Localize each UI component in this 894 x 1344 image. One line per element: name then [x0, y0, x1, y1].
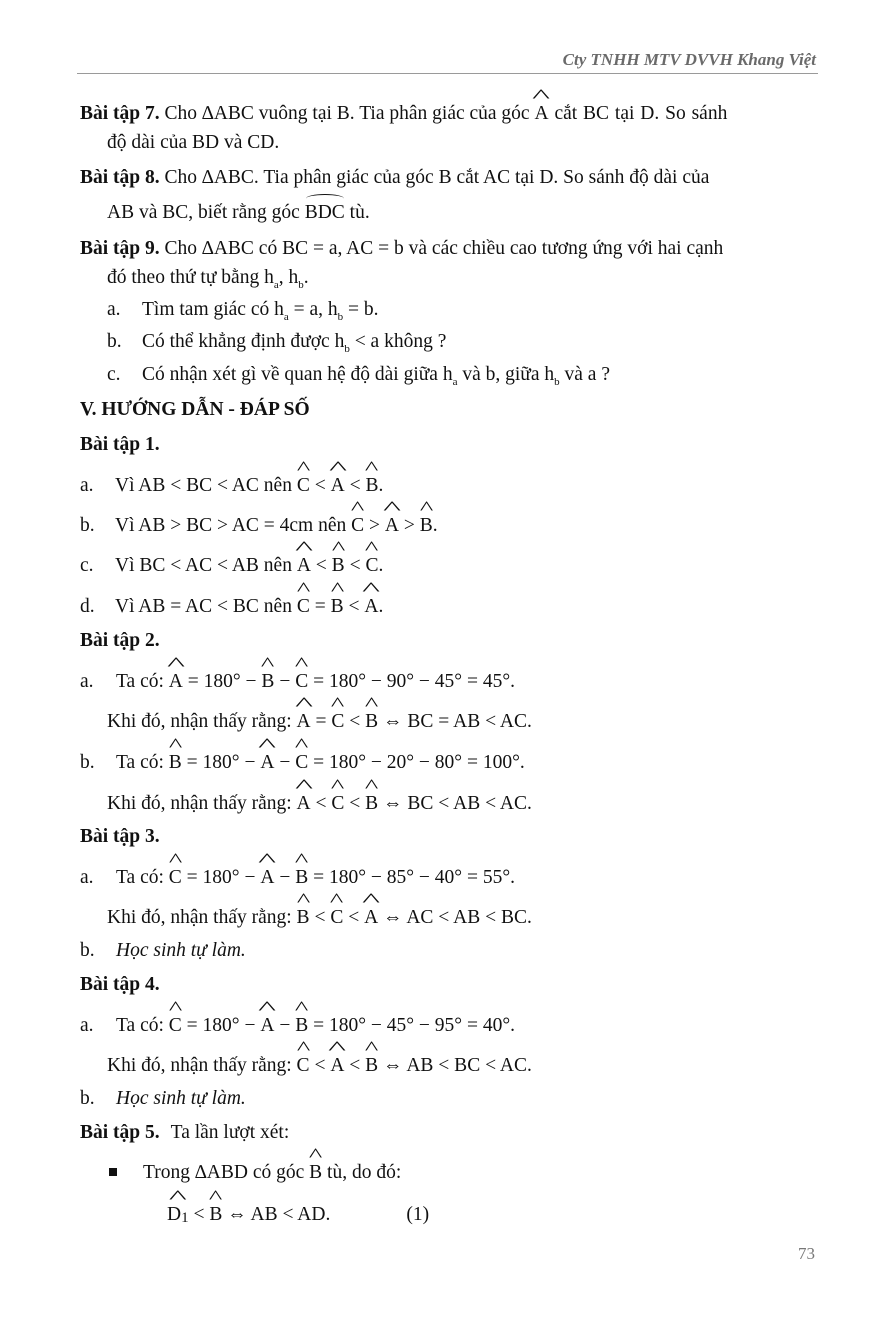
a3-item-b: b. Học sinh tự làm.	[80, 940, 246, 961]
page-number: 73	[798, 1244, 815, 1263]
header-publisher: Cty TNHH MTV DVVH Khang Việt	[562, 50, 816, 69]
bt7-line1: Bài tập 7. Cho ∆ABC vuông tại B. Tia phân giác của góc A ^ cắt BC tại D. So sánh	[80, 101, 727, 127]
angle-BDC: BDC	[305, 200, 345, 226]
bt9-line2: đó theo thứ tự bằng $h_a$, $h_b$.	[107, 267, 309, 291]
a2-label: Bài tập 2.	[80, 630, 160, 651]
bt9-item-b: b. Có thể khẳng định được $h_b < a$ không ?	[107, 331, 447, 355]
a2-item-a-conclusion: Khi đó, nhận thấy rằng: A ^ = C ^ < B ^ ⇔ BC = AB < AC.	[107, 709, 532, 735]
a1-item-b: b. Vì AB > BC > AC = 4cm nên C ^ > A ^ > B ^.	[80, 513, 438, 539]
bt7-label: Bài tập 7.	[80, 103, 160, 124]
header-divider	[77, 73, 818, 74]
a2-item-a: a. Ta có: A ^ = 180° − B ^ − C ^ = 180° − 90° − 45° = 45°.	[80, 669, 515, 695]
bt7-line2: độ dài của BD và CD.	[107, 132, 280, 153]
a5-equation: D1 ^ < B ^ ⇔ AB < AD. (1)	[167, 1202, 429, 1229]
a4-item-b: b. Học sinh tự làm.	[80, 1088, 246, 1109]
bt8-line1: Bài tập 8. Cho ∆ABC. Tia phân giác của góc B cắt AC tại D. So sánh độ dài của	[80, 167, 710, 188]
a1-item-a: a. Vì AB < BC < AC nên C ^ < A ^ < B ^.	[80, 473, 383, 499]
angle-A: A ^	[534, 101, 548, 127]
bt9-item-a: a. Tìm tam giác có $h_a = a$, $h_b = b$.	[107, 299, 379, 323]
section-title: V. HƯỚNG DẪN - ĐÁP SỐ	[80, 399, 310, 420]
a5-bullet-item: Trong ∆ABD có góc B ^ tù, do đó:	[109, 1160, 401, 1186]
a3-item-a-conclusion: Khi đó, nhận thấy rằng: B ^ < C ^ < A ^ ⇔ AC < AB < BC.	[107, 905, 532, 931]
a1-label: Bài tập 1.	[80, 434, 160, 455]
a1-item-d: d. Vì AB = AC < BC nên C ^ = B ^ < A ^.	[80, 594, 383, 620]
a4-item-a: a. Ta có: C ^ = 180° − A ^ − B ^ = 180° − 45° − 95° = 40°.	[80, 1013, 515, 1039]
equation-number: (1)	[406, 1204, 430, 1225]
a2-item-b: b. Ta có: B ^ = 180° − A ^ − C ^ = 180° − 20° − 80° = 100°.	[80, 750, 525, 776]
bt9-label: Bài tập 9.	[80, 238, 160, 259]
bt9-line1: Bài tập 9. Cho ∆ABC có BC = a, AC = b và các chiều cao tương ứng với hai cạnh	[80, 238, 724, 259]
bt9-item-c: c. Có nhận xét gì về quan hệ độ dài giữa $h_a$ và b, giữa $h_b$ và a ?	[107, 364, 610, 388]
bt8-label: Bài tập 8.	[80, 167, 160, 188]
a1-item-c: c. Vì BC < AC < AB nên A ^ < B ^ < C ^.	[80, 553, 383, 579]
a5-line: Bài tập 5. Ta lần lượt xét:	[80, 1122, 290, 1143]
a4-label: Bài tập 4.	[80, 974, 160, 995]
a3-label: Bài tập 3.	[80, 826, 160, 847]
bt8-line2: AB và BC, biết rằng góc BDC tù.	[107, 200, 370, 226]
a4-item-a-conclusion: Khi đó, nhận thấy rằng: C ^ < A ^ < B ^ ⇔ AB < BC < AC.	[107, 1053, 532, 1079]
a3-item-a: a. Ta có: C ^ = 180° − A ^ − B ^ = 180° − 85° − 40° = 55°.	[80, 865, 515, 891]
a5-label: Bài tập 5.	[80, 1122, 160, 1143]
a2-item-b-conclusion: Khi đó, nhận thấy rằng: A ^ < C ^ < B ^ ⇔ BC < AB < AC.	[107, 791, 532, 817]
bullet-icon	[109, 1168, 117, 1176]
